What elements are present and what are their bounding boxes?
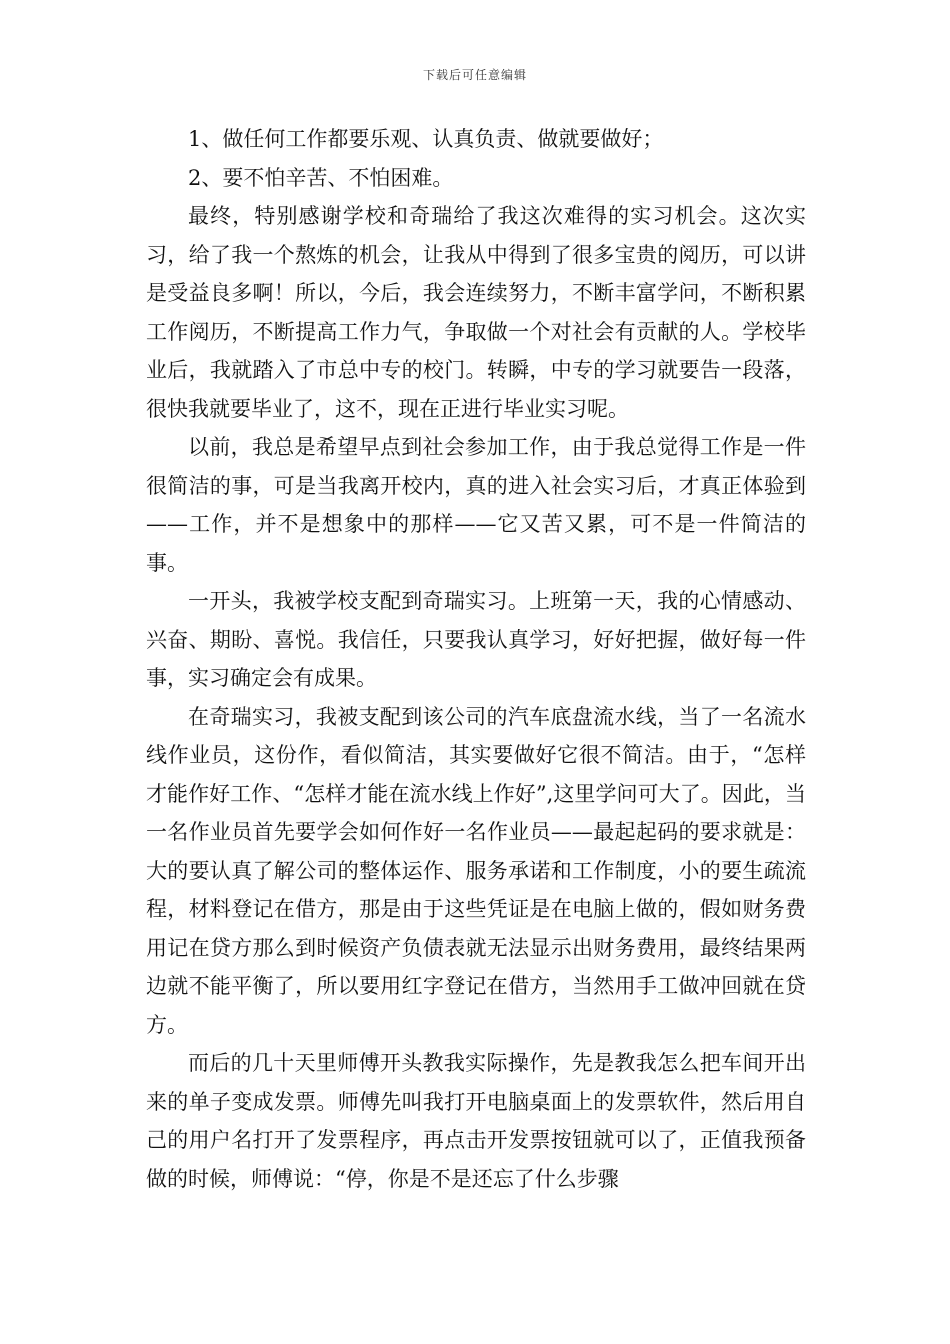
document-body: [146, 120, 806, 1198]
paragraph-invoice-training: 而后的几十天里师傅开头教我实际操作，先是教我怎么把车间开出来的单子变成发票。师傅先叫我打开电脑桌面上的发票软件，然后用自己的用户名打开了发票程序，再点击开发票按钮就可以了，正值我预备做的时候，师傅说：“停，你是不是还忘了什么步骤: [146, 1051, 806, 1191]
paragraph-item-2: 2、要不怕辛苦、不怕困难。: [188, 165, 454, 190]
paragraph-conclusion: 最终，特别感谢学校和奇瑞给了我这次难得的实习机会。这次实习，给了我一个熬炼的机会，让我从中得到了很多宝贵的阅历，可以讲是受益良多啊！所以，今后，我会连续努力，不断丰富学问，不断积累工作阅历，不断提高工作力气，争取做一个对社会有贡献的人。学校毕业后，我就踏入了市总中专的校门。转瞬，中专的学习就要告一段落，很快我就要毕业了，这不，现在正进行毕业实习呢。: [146, 204, 806, 421]
paragraph-expectation: 以前，我总是希望早点到社会参加工作，由于我总觉得工作是一件很简洁的事，可是当我离开校内，真的进入社会实习后，才真正体验到——工作，并不是想象中的那样——它又苦又累，可不是一件简洁的事。: [146, 435, 806, 575]
paragraph-first-day: 一开头，我被学校支配到奇瑞实习。上班第一天，我的心情感动、兴奋、期盼、喜悦。我信任，只要我认真学习，好好把握，做好每一件事，实习确定会有成果。: [146, 589, 806, 690]
paragraph-item-1: 1、做任何工作都要乐观、认真负责、做就要做好；: [188, 127, 664, 151]
page-header: 下载后可任意编辑: [422, 68, 527, 82]
paragraph-assembly-line: 在奇瑞实习，我被支配到该公司的汽车底盘流水线，当了一名流水线作业员，这份作，看似简洁，其实要做好它很不简洁。由于，“怎样才能作好工作、“怎样才能在流水线上作好”,这里学问可大了。因此，当一名作业员首先要学会如何作好一名作业员——最起起码的要求就是：大的要认真了解公司的整体运作、服务承诺和工作制度，小的要生疏流程，材料登记在借方，那是由于这些凭证是在电脑上做的，假如财务费用记在贷方那么到时候资产负债表就无法显示出财务费用，最终结果两边就不能平衡了，所以要用红字登记在借方，当然用手工做冲回就在贷方。: [146, 704, 806, 1037]
